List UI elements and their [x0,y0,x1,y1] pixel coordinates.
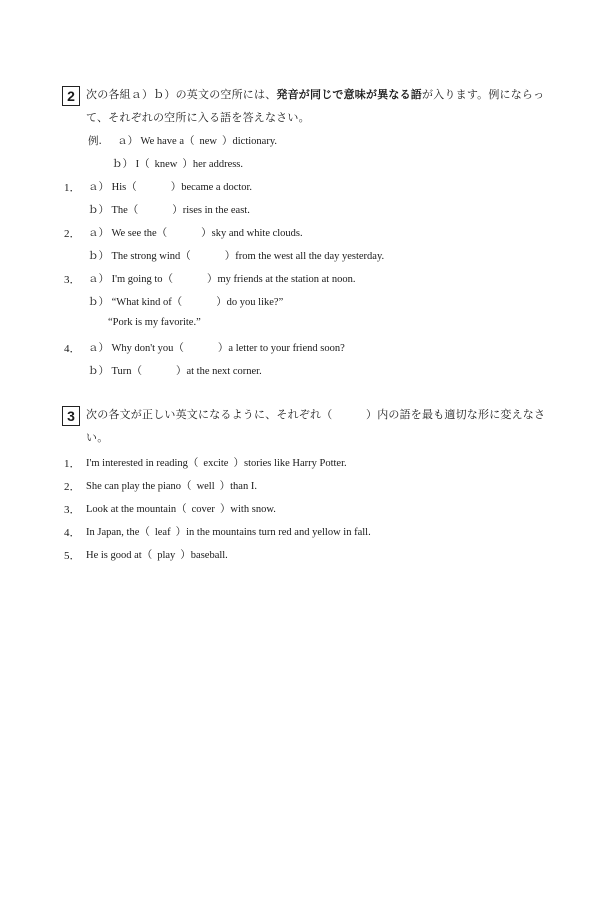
base-word: well [196,481,215,492]
item-3-response: “Pork is my favorite.” [108,317,201,328]
mark: ｂ） [88,365,109,377]
mark: ｂ） [88,296,109,308]
instruction-text-2: が入ります。例にならって、それぞれの空所に入る語を答えなさい。 [86,88,545,124]
text-before: She can play the piano（ [86,481,192,492]
mark: ｂ） [88,204,109,216]
s3-item-5 [86,547,228,562]
text-after: ）a letter to your friend soon? [217,343,345,354]
instruction-bold: 発音が同じで意味が異なる語 [276,88,423,101]
question-number-2: 2 [62,86,80,106]
text-after: ）in the mountains turn red and yellow in fall. [175,527,371,538]
text-before: Why don't you（ [111,343,184,354]
text-before: He is good at（ [86,550,153,561]
text-after: ）became a doctor. [170,182,253,193]
s3-item-4 [86,524,371,539]
text-after: ）than I. [219,481,257,492]
text-after: ）do you like?” [216,297,284,308]
text-before: The（ [111,205,139,216]
item-number: 1． [64,182,81,194]
item-number: 1． [64,458,81,470]
mark: ａ） [88,181,109,193]
item-number: 5． [64,550,81,562]
text-after: ）from the west all the day yesterday. [224,251,385,262]
item-2b [88,248,384,263]
example-word: knew [154,159,178,170]
text-after: ）her address. [182,159,244,170]
s3-item-2 [86,478,257,493]
mark: ａ） [88,273,109,285]
text-after: ）sky and white clouds. [201,228,303,239]
mark: ｂ） [88,250,109,262]
base-word: cover [191,504,215,515]
example-label: 例. [88,135,102,147]
s3-item-3 [86,501,276,516]
text-after: ）at the next corner. [175,366,262,377]
section-3-instruction: 次の各文が正しい英文になるように、それぞれ（ ）内の語を最も適切な形に変えなさい。 [86,408,546,444]
mark: ａ） [117,135,139,147]
item-3a [88,271,355,286]
base-word: leaf [154,527,171,538]
mark: ａ） [88,227,109,239]
item-number: 4． [64,343,81,355]
text-after: ）baseball. [180,550,228,561]
text-after: ）stories like Harry Potter. [233,458,347,469]
item-number: 2． [64,228,81,240]
section-2-instruction [86,83,556,129]
text-before: We see the（ [111,228,168,239]
item-number: 3． [64,274,81,286]
item-number: 3． [64,504,81,516]
text-before: I（ [135,159,150,170]
item-3b [88,294,283,309]
text-before: The strong wind（ [111,251,191,262]
item-number: 4． [64,527,81,539]
text-before: I'm interested in reading（ [86,458,199,469]
text-before: Look at the mountain（ [86,504,187,515]
mark: ａ） [88,342,109,354]
text-after: ）rises in the east. [172,205,250,216]
text-before: Turn（ [111,366,142,377]
question-number-3: 3 [62,406,80,426]
instruction-text-1: 次の各組ａ）ｂ）の英文の空所には、 [86,88,277,101]
example-line-b [112,156,243,171]
base-word: excite [203,458,229,469]
text-before: I'm going to（ [111,274,174,285]
item-1a [88,179,252,194]
text-after: ）my friends at the station at noon. [207,274,356,285]
base-word: play [157,550,176,561]
item-1b [88,202,250,217]
item-4a [88,340,345,355]
item-2a [88,225,303,240]
text-before: In Japan, the（ [86,527,150,538]
item-number: 2． [64,481,81,493]
text-before: His（ [111,182,137,193]
text-before: “What kind of（ [111,297,183,308]
text-after: ）dictionary. [222,136,278,147]
text-after: ）with snow. [219,504,276,515]
text-before: We have a（ [140,136,195,147]
s3-item-1 [86,455,347,470]
mark: ｂ） [112,158,133,170]
item-4b [88,363,262,378]
example-word: new [199,136,217,147]
example-line-a [88,133,277,148]
